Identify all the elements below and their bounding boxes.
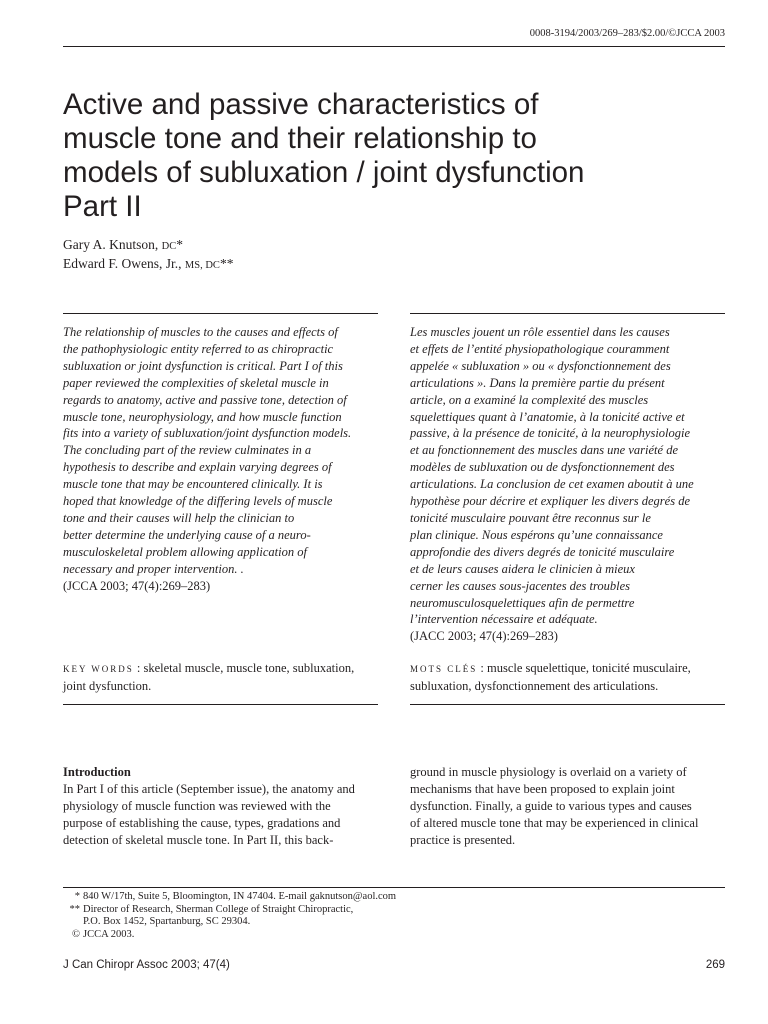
abstract-citation: (JCCA 2003; 47(4):269–283) <box>63 578 211 593</box>
abstract-citation: (JACC 2003; 47(4):269–283) <box>410 629 558 644</box>
abstract-line: article, on a examiné la complexité des muscles <box>410 392 649 407</box>
abstract-line: et au fonctionnement des muscles dans une variété de <box>410 443 678 458</box>
introduction-column-left <box>63 764 379 849</box>
section-heading: Introduction <box>63 765 131 779</box>
abstract-top-rule-fr <box>410 313 725 314</box>
abstract-line: regards to anatomy, active and passive tone, detection of <box>63 392 347 407</box>
footnote-text: Director of Research, Sherman College of Straight Chiropractic, <box>83 903 354 915</box>
author-2 <box>63 255 233 274</box>
abstract-line: tone and their causes will help the clinician to <box>63 510 295 525</box>
footnote-text: 840 W/17th, Suite 5, Bloomington, IN 47404. E-mail gaknutson@aol.com <box>83 891 397 902</box>
abstract-top-rule-en <box>63 313 378 314</box>
footnote <box>63 904 396 917</box>
page-number: 269 <box>705 959 725 971</box>
title-line: Part II <box>63 190 142 223</box>
abstract-line: et effets de l’entité physiopathologique couramment <box>410 341 670 356</box>
introduction-column-right <box>410 764 726 849</box>
body-line: dysfunction. Finally, a guide to various types and causes <box>410 799 692 813</box>
footnote <box>63 891 396 904</box>
abstract-line: subluxation or joint dysfunction is critical. Part I of this <box>63 358 343 373</box>
keywords-label: MOTS CLÉS <box>410 664 478 674</box>
abstract-line: The relationship of muscles to the causes and effects of <box>63 325 338 339</box>
abstract-line: The concluding part of the review culminates in a <box>63 443 312 458</box>
body-line: of altered muscle tone that may be experienced in clinical <box>410 816 699 830</box>
doi-line: 0008-3194/2003/269–283/$2.00/©JCCA 2003 <box>529 28 725 39</box>
header-rule <box>63 46 725 47</box>
body-line: ground in muscle physiology is overlaid on a variety of <box>410 765 687 779</box>
footnote-mark: © <box>72 928 80 940</box>
abstract-line: hypothesis to describe and explain varying degrees of <box>63 460 332 475</box>
abstract-line: the pathophysiologic entity referred to as chiropractic <box>63 341 334 356</box>
abstract-line: better determine the underlying cause of a neuro- <box>63 527 311 542</box>
abstract-line: neuromusculosquelettiques afin de permettre <box>410 595 635 610</box>
keywords-text: muscle squelettique, tonicité musculaire, <box>487 661 691 675</box>
abstract-line: fits into a variety of subluxation/joint dysfunction models. <box>63 426 352 441</box>
abstract-line: hypothèse pour décrire et expliquer les divers degrés de <box>410 494 691 509</box>
abstract-bottom-rule-fr <box>410 704 725 705</box>
footnote-rule <box>63 887 725 888</box>
abstract-english <box>63 324 381 595</box>
footnote-text: JCCA 2003. <box>83 928 135 940</box>
footnote-continuation <box>63 916 396 929</box>
abstract-line: paper reviewed the complexities of skeletal muscle in <box>63 375 329 390</box>
abstract-line: appelée « subluxation » ou « dysfonctionnement des <box>410 358 671 373</box>
abstract-line: l’intervention nécessaire et adéquate. <box>410 612 598 627</box>
keywords-separator: : <box>477 661 487 675</box>
keywords-line <box>410 660 728 678</box>
abstract-line: Les muscles jouent un rôle essentiel dans les causes <box>410 325 670 339</box>
abstract-line: passive, à la présence de tonicité, à la neurophysiologie <box>410 426 691 441</box>
abstract-line: musculoskeletal problem allowing application of <box>63 544 307 559</box>
body-line: mechanisms that have been proposed to explain joint <box>410 782 675 796</box>
journal-citation: J Can Chiropr Assoc 2003; 47(4) <box>63 959 230 971</box>
keywords-french <box>410 660 728 695</box>
keywords-text: skeletal muscle, muscle tone, subluxation, <box>143 661 355 675</box>
abstract-line: articulations. La conclusion de cet examen aboutit à une <box>410 477 694 492</box>
abstract-line: cerner les causes sous-jacentes des troubles <box>410 578 630 593</box>
abstract-line: articulations ». Dans la première partie du présent <box>410 375 665 390</box>
author-affiliation-mark: * <box>176 237 183 252</box>
abstract-line: plan clinique. Nous espérons qu’une connaissance <box>410 527 663 542</box>
footnote <box>63 929 396 942</box>
author-credentials: DC <box>161 241 177 252</box>
author-credentials: MS, DC <box>184 260 220 271</box>
abstract-line: muscle tone that may be encountered clinically. It is <box>63 477 323 492</box>
body-line: purpose of establishing the cause, types, gradations and <box>63 816 341 830</box>
body-line: detection of skeletal muscle tone. In Part II, this back- <box>63 833 334 847</box>
footnotes <box>63 891 396 941</box>
author-list <box>63 236 233 274</box>
body-line: In Part I of this article (September issue), the anatomy and <box>63 782 355 796</box>
article-title <box>63 88 683 224</box>
body-line: physiology of muscle function was reviewed with the <box>63 799 331 813</box>
footnote-mark: * <box>74 891 80 902</box>
footnote-text: P.O. Box 1452, Spartanburg, SC 29304. <box>83 916 251 928</box>
keywords-english <box>63 660 381 695</box>
keywords-label: KEY WORDS <box>63 664 134 674</box>
keywords-separator: : <box>133 661 144 675</box>
keywords-line <box>63 660 381 678</box>
abstract-line: approfondie des divers degrés de tonicité musculaire <box>410 544 675 559</box>
keywords-text: joint dysfunction. <box>63 679 152 693</box>
abstract-line: squelettiques quant à l’anatomie, à la tonicité active et <box>410 409 685 424</box>
author-affiliation-mark: ** <box>219 256 234 271</box>
author-name: Gary A. Knutson, <box>63 237 159 252</box>
footnote-mark: ** <box>69 903 80 915</box>
abstract-line: muscle tone, neurophysiology, and how muscle function <box>63 409 342 424</box>
abstract-line: modèles de subluxation ou de dysfonctionnement des <box>410 460 675 475</box>
keywords-text: subluxation, dysfonctionnement des articulations. <box>410 679 659 693</box>
abstract-line: hoped that knowledge of the differing levels of muscle <box>63 494 333 509</box>
abstract-line: tonicité musculaire pouvant être reconnus sur le <box>410 510 651 525</box>
title-line: muscle tone and their relationship to <box>63 122 537 155</box>
author-name: Edward F. Owens, Jr., <box>63 256 182 271</box>
abstract-bottom-rule-en <box>63 704 378 705</box>
abstract-line: et de leurs causes aidera le clinicien à mieux <box>410 561 635 576</box>
abstract-line: necessary and proper intervention. . <box>63 561 244 576</box>
title-line: Active and passive characteristics of <box>63 88 539 121</box>
body-line: practice is presented. <box>410 833 516 847</box>
title-line: models of subluxation / joint dysfunction <box>63 156 585 189</box>
author-1 <box>63 236 233 255</box>
abstract-french <box>410 324 728 645</box>
